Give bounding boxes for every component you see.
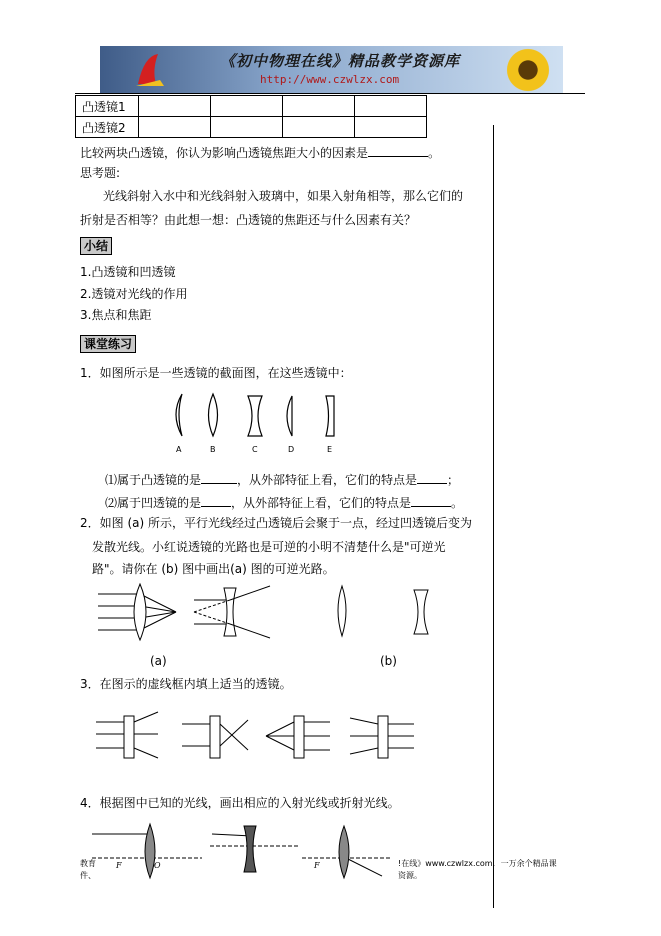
question-1a: ⑴属于凸透镜的是 ，从外部特征上看，它们的特点是 ； xyxy=(105,473,460,487)
question-3: 3．在图示的虚线框内填上适当的透镜。 xyxy=(80,677,292,691)
table-cell[interactable] xyxy=(355,96,427,117)
lens-label: B xyxy=(210,445,216,454)
dashed-box-diagrams xyxy=(96,710,416,770)
table-cell[interactable] xyxy=(283,117,355,138)
answer-blank[interactable] xyxy=(411,494,451,507)
refraction-diagrams xyxy=(92,822,392,880)
margin-rule xyxy=(493,125,494,908)
figure-a-caption: (a) xyxy=(150,654,167,668)
figure-b-caption: (b) xyxy=(380,654,397,668)
header-rule xyxy=(75,93,585,94)
lens-label: C xyxy=(252,445,258,454)
summary-item: 3.焦点和焦距 xyxy=(80,308,152,322)
summary-item: 1.凸透镜和凹透镜 xyxy=(80,265,176,279)
table-cell[interactable] xyxy=(211,117,283,138)
compare-end: 。 xyxy=(428,146,441,160)
lens-table xyxy=(75,95,427,138)
lens-label: A xyxy=(176,445,182,454)
table-row xyxy=(76,96,427,117)
lens-cross-sections xyxy=(160,390,360,460)
table-row xyxy=(76,117,427,138)
site-logo xyxy=(130,50,170,90)
summary-item: 2.透镜对光线的作用 xyxy=(80,287,188,301)
footer-right-1: !在线》www.czwlzx.com．一万余个精品课 xyxy=(398,859,557,868)
row-label: 凸透镜1 xyxy=(76,96,139,117)
footer-left-1: 教育 xyxy=(80,859,96,868)
lens-e-plano-concave xyxy=(326,396,334,436)
think-paragraph-1: 光线斜射入水中和光线斜射入玻璃中，如果入射角相等，那么它们的 xyxy=(103,189,464,203)
table-cell[interactable] xyxy=(211,96,283,117)
footer-left-2: 件、 xyxy=(80,871,96,880)
question-2-line-2: 发散光线。小红说透镜的光路也是可逆的小明不清楚什么是"可逆光 xyxy=(92,540,446,554)
sunflower-image xyxy=(503,48,553,92)
compare-text: 比较两块凸透镜，你认为影响凸透镜焦距大小的因素是 xyxy=(80,146,369,160)
answer-blank[interactable] xyxy=(201,494,231,507)
answer-blank[interactable] xyxy=(201,471,237,484)
question-2-line-1: 2．如图 (a) 所示，平行光线经过凸透镜后会聚于一点，经过凹透镜后变为 xyxy=(80,516,472,530)
question-1: 1．如图所示是一些透镜的截面图，在这些透镜中： xyxy=(80,366,352,380)
banner-url[interactable]: http://www.czwlzx.com xyxy=(260,73,400,86)
summary-heading: 小结 xyxy=(80,237,112,255)
focus-label: F xyxy=(116,861,122,870)
row-label: 凸透镜2 xyxy=(76,117,139,138)
figure-a-ray-diagram xyxy=(98,582,278,642)
table-cell[interactable] xyxy=(139,117,211,138)
answer-blank[interactable] xyxy=(417,471,447,484)
think-paragraph-2: 折射是否相等？由此想一想：凸透镜的焦距还与什么因素有关？ xyxy=(80,213,417,227)
optical-center-label: O xyxy=(154,861,161,870)
compare-question xyxy=(80,144,440,161)
focus-label: F xyxy=(314,861,320,870)
footer-right-2: 资源。 xyxy=(398,871,422,880)
lens-c-concave xyxy=(248,396,262,436)
lens-label: D xyxy=(288,445,295,454)
question-2-line-3: 路"。请你在 (b) 图中画出(a) 图的可逆光路。 xyxy=(92,562,335,576)
lens-d-plano-convex xyxy=(287,396,292,436)
exercise-heading: 课堂练习 xyxy=(80,335,136,353)
banner-title: 《初中物理在线》精品教学资源库 xyxy=(220,52,461,70)
lens-a-meniscus xyxy=(176,394,182,436)
answer-blank[interactable] xyxy=(368,144,428,157)
think-title: 思考题: xyxy=(80,166,121,180)
table-cell[interactable] xyxy=(139,96,211,117)
question-1b: ⑵属于凹透镜的是 ，从外部特征上看，它们的特点是 。 xyxy=(105,496,464,510)
table-cell[interactable] xyxy=(355,117,427,138)
site-banner xyxy=(100,46,563,93)
table-cell[interactable] xyxy=(283,96,355,117)
lens-b-convex xyxy=(209,394,218,436)
question-4: 4．根据图中已知的光线，画出相应的入射光线或折射光线。 xyxy=(80,796,400,810)
lens-label: E xyxy=(327,445,333,454)
figure-b-lenses xyxy=(330,582,450,642)
